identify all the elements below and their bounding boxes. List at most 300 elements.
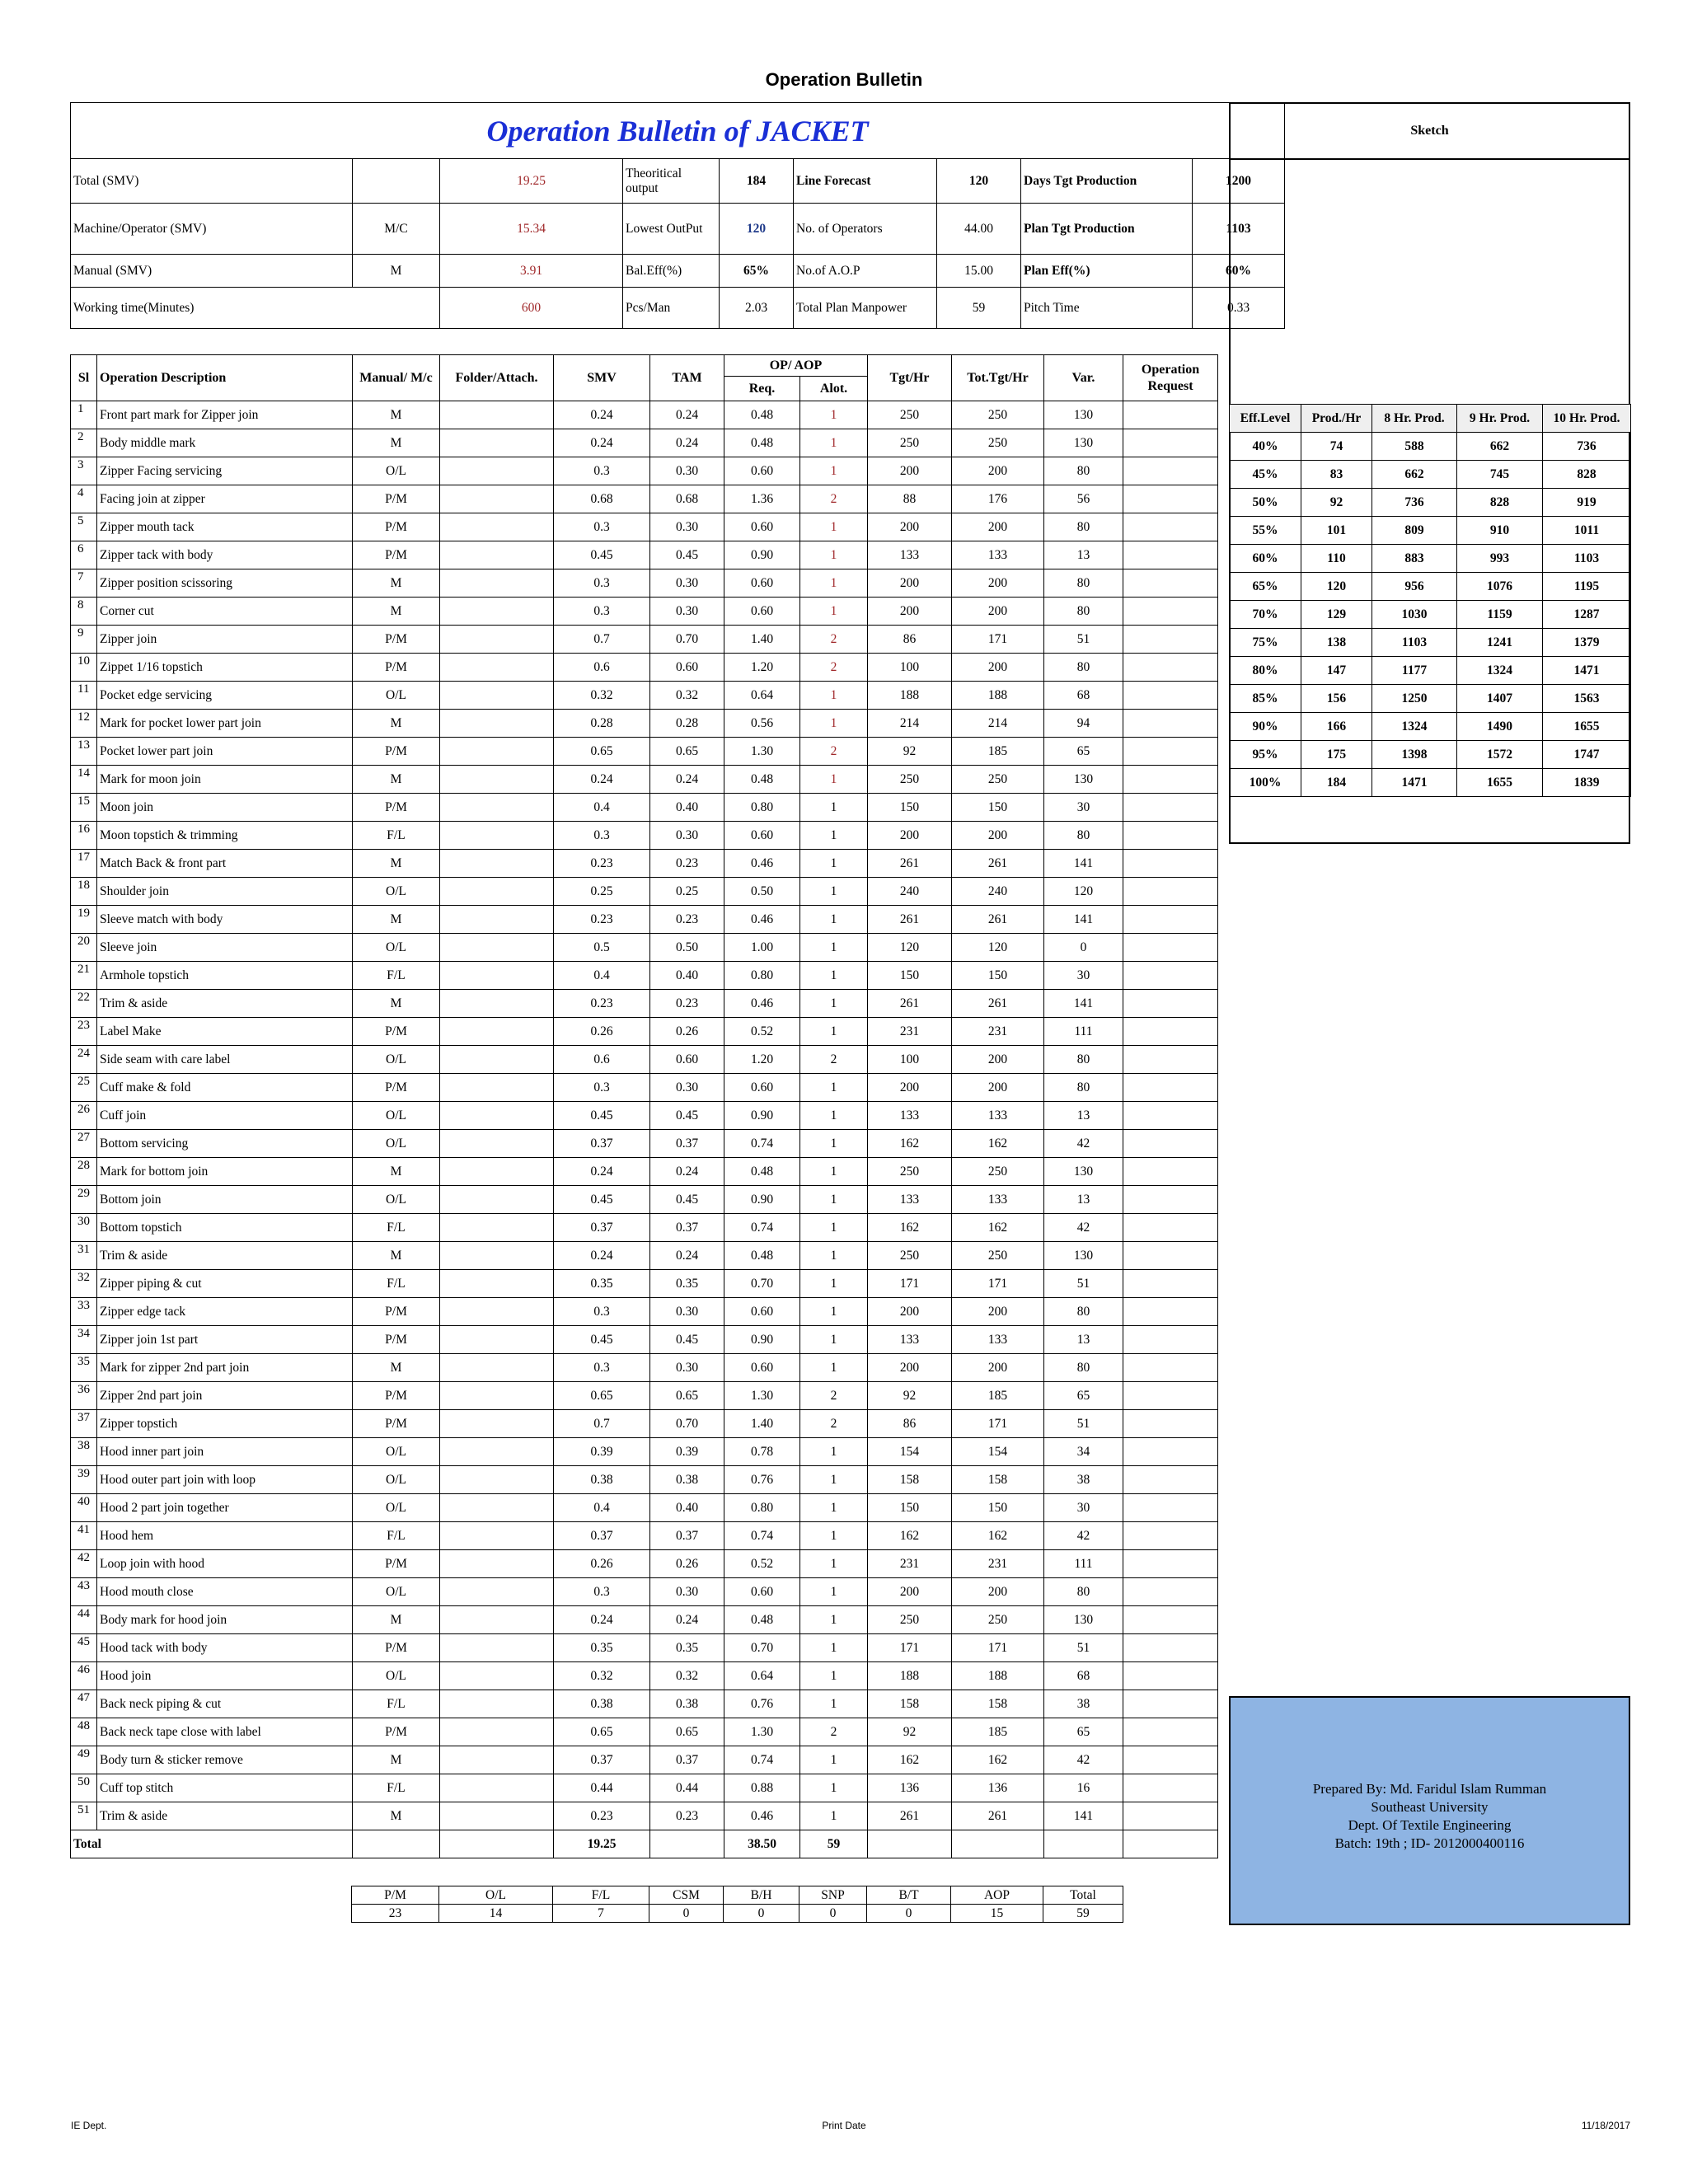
efficiency-cell: 1655 [1457, 769, 1543, 797]
cell-request [1123, 822, 1218, 850]
table-row [71, 1214, 1218, 1242]
cell-manual: P/M [353, 1074, 440, 1102]
cell-manual: F/L [353, 822, 440, 850]
cell-tgt: 150 [868, 962, 952, 990]
cell-folder [440, 626, 554, 654]
summary-value: 1103 [1193, 204, 1285, 255]
cell-req: 0.46 [724, 990, 800, 1018]
summary-label: Pitch Time [1021, 288, 1193, 329]
cell-tgt: 200 [868, 569, 952, 598]
cell-tgt: 200 [868, 1074, 952, 1102]
cell-manual: M [353, 710, 440, 738]
cell-folder [440, 1634, 554, 1662]
cell-request [1123, 1158, 1218, 1186]
cell-tgt: 250 [868, 1158, 952, 1186]
cell-var: 141 [1044, 1802, 1123, 1830]
cell-tam: 0.70 [650, 626, 724, 654]
cell-folder [440, 457, 554, 485]
cell-sl [71, 1186, 97, 1214]
summary-label: Total (SMV) [71, 159, 353, 204]
cell-tam: 0.37 [650, 1746, 724, 1774]
cell-request [1123, 934, 1218, 962]
cell-smv: 0.3 [554, 457, 650, 485]
cell-req: 0.70 [724, 1270, 800, 1298]
sl-number: 15 [77, 794, 90, 808]
cell-req: 1.40 [724, 1410, 800, 1438]
cell-smv: 0.37 [554, 1214, 650, 1242]
cell-smv: 0.24 [554, 1242, 650, 1270]
cell-var: 80 [1044, 457, 1123, 485]
cell-smv: 0.45 [554, 1326, 650, 1354]
table-row [71, 1410, 1218, 1438]
category-value: 0 [724, 1905, 799, 1923]
table-row [71, 1074, 1218, 1102]
summary-label: Manual (SMV) [71, 255, 353, 288]
cell-req: 0.64 [724, 1662, 800, 1690]
cell-alot: 1 [800, 429, 868, 457]
cell-var: 38 [1044, 1466, 1123, 1494]
cell-var: 56 [1044, 485, 1123, 513]
cell-request [1123, 654, 1218, 682]
cell-var: 80 [1044, 1074, 1123, 1102]
cell-smv: 0.35 [554, 1270, 650, 1298]
cell-folder [440, 850, 554, 878]
cell-manual: O/L [353, 1578, 440, 1606]
cell-tgt: 250 [868, 401, 952, 429]
cell-sl [71, 1634, 97, 1662]
cell-tam: 0.60 [650, 654, 724, 682]
cell-req: 0.48 [724, 401, 800, 429]
cell-request [1123, 1466, 1218, 1494]
cell-smv: 0.7 [554, 626, 650, 654]
efficiency-cell: 1241 [1457, 629, 1543, 657]
cell-request [1123, 1270, 1218, 1298]
summary-value: 1200 [1193, 159, 1285, 204]
cell-request [1123, 1802, 1218, 1830]
cell-tgt: 150 [868, 1494, 952, 1522]
cell-sl [71, 401, 97, 429]
category-value: 0 [867, 1905, 951, 1923]
cell-smv: 0.6 [554, 654, 650, 682]
sl-number: 23 [77, 1019, 90, 1032]
summary-value: 15.00 [937, 255, 1021, 288]
cell-smv: 0.3 [554, 513, 650, 541]
cell-manual: P/M [353, 1298, 440, 1326]
cell-smv: 0.38 [554, 1466, 650, 1494]
cell-manual: O/L [353, 1186, 440, 1214]
cell-var: 80 [1044, 1354, 1123, 1382]
cell-var: 38 [1044, 1690, 1123, 1718]
col-req: Req. [724, 377, 800, 401]
cell-request [1123, 1186, 1218, 1214]
efficiency-cell: 166 [1301, 713, 1372, 741]
cell-tam: 0.68 [650, 485, 724, 513]
cell-alot: 1 [800, 1522, 868, 1550]
cell-req: 1.30 [724, 1382, 800, 1410]
cell-tgt: 200 [868, 598, 952, 626]
cell-tgt: 86 [868, 1410, 952, 1438]
table-row [71, 1326, 1218, 1354]
table-row [71, 1382, 1218, 1410]
efficiency-cell: 60% [1230, 545, 1301, 573]
cell-sl [71, 850, 97, 878]
cell-alot: 1 [800, 962, 868, 990]
efficiency-cell: 1563 [1543, 685, 1631, 713]
cell-smv: 0.3 [554, 1298, 650, 1326]
cell-req: 0.90 [724, 1186, 800, 1214]
cell-req: 0.48 [724, 1158, 800, 1186]
sl-number: 35 [77, 1355, 90, 1368]
cell-description: Cuff join [97, 1102, 353, 1130]
cell-var: 130 [1044, 1606, 1123, 1634]
cell-smv: 0.32 [554, 682, 650, 710]
cell-manual: P/M [353, 738, 440, 766]
cell-description: Armhole topstich [97, 962, 353, 990]
cell-tot-tgt: 261 [952, 906, 1044, 934]
cell-req: 1.00 [724, 934, 800, 962]
cell-sl [71, 1074, 97, 1102]
cell-tot-tgt: 133 [952, 1186, 1044, 1214]
sl-number: 28 [77, 1159, 90, 1172]
cell-sl [71, 1550, 97, 1578]
cell-req: 0.74 [724, 1522, 800, 1550]
table-row [71, 1522, 1218, 1550]
cell-request [1123, 626, 1218, 654]
cell-manual: O/L [353, 457, 440, 485]
cell-var: 65 [1044, 1382, 1123, 1410]
cell-req: 0.48 [724, 1606, 800, 1634]
cell-alot: 1 [800, 1690, 868, 1718]
cell-tot-tgt: 200 [952, 598, 1044, 626]
cell-folder [440, 682, 554, 710]
cell-folder [440, 1690, 554, 1718]
cell-var: 30 [1044, 1494, 1123, 1522]
cell-manual: O/L [353, 682, 440, 710]
cell-tgt: 158 [868, 1466, 952, 1494]
sl-number: 6 [77, 542, 84, 555]
cell-req: 0.60 [724, 1578, 800, 1606]
table-row [71, 1494, 1218, 1522]
cell-smv: 0.5 [554, 934, 650, 962]
table-row [71, 766, 1218, 794]
cell-alot: 1 [800, 1158, 868, 1186]
cell-manual: P/M [353, 485, 440, 513]
cell-tam: 0.24 [650, 1158, 724, 1186]
cell-alot: 1 [800, 541, 868, 569]
efficiency-cell: 1747 [1543, 741, 1631, 769]
cell-request [1123, 541, 1218, 569]
efficiency-cell: 80% [1230, 657, 1301, 685]
cell-tot-tgt: 120 [952, 934, 1044, 962]
efficiency-header: 9 Hr. Prod. [1457, 405, 1543, 433]
category-header: SNP [799, 1886, 867, 1905]
summary-mc: M/C [353, 204, 440, 255]
efficiency-cell: 83 [1301, 461, 1372, 489]
cell-request [1123, 457, 1218, 485]
cell-tot-tgt: 171 [952, 1410, 1044, 1438]
cell-request [1123, 906, 1218, 934]
efficiency-cell: 175 [1301, 741, 1372, 769]
cell-request [1123, 738, 1218, 766]
category-row [352, 1886, 1123, 1905]
summary-label: Machine/Operator (SMV) [71, 204, 353, 255]
cell-manual: F/L [353, 1214, 440, 1242]
cell-alot: 1 [800, 513, 868, 541]
cell-request [1123, 1102, 1218, 1130]
cell-folder [440, 1074, 554, 1102]
cell-alot: 1 [800, 1466, 868, 1494]
cell-smv: 0.45 [554, 1102, 650, 1130]
cell-tam: 0.45 [650, 541, 724, 569]
cell-tot-tgt: 200 [952, 1074, 1044, 1102]
summary-value: 3.91 [440, 255, 623, 288]
cell-alot: 2 [800, 626, 868, 654]
sl-number: 48 [77, 1719, 90, 1732]
cell-folder [440, 1802, 554, 1830]
cell-tgt: 162 [868, 1746, 952, 1774]
table-row [71, 513, 1218, 541]
cell-tot-tgt: 200 [952, 1046, 1044, 1074]
cell-alot: 1 [800, 1298, 868, 1326]
cell-request [1123, 710, 1218, 738]
cell-folder [440, 1466, 554, 1494]
cell-folder [440, 1298, 554, 1326]
cell-sl [71, 1690, 97, 1718]
cell-tam: 0.35 [650, 1634, 724, 1662]
sl-number: 8 [77, 598, 84, 612]
cell-tam: 0.28 [650, 710, 724, 738]
cell-var: 30 [1044, 794, 1123, 822]
cell-description: Pocket edge servicing [97, 682, 353, 710]
cell-tgt: 162 [868, 1130, 952, 1158]
cell-tgt: 200 [868, 1578, 952, 1606]
cell-sl [71, 1774, 97, 1802]
table-row [71, 1270, 1218, 1298]
cell-req: 0.48 [724, 766, 800, 794]
cell-alot: 1 [800, 1662, 868, 1690]
cell-var: 68 [1044, 1662, 1123, 1690]
efficiency-row [1230, 489, 1631, 517]
cell-tot-tgt: 185 [952, 1718, 1044, 1746]
cell-description: Side seam with care label [97, 1046, 353, 1074]
cell-alot: 1 [800, 1494, 868, 1522]
total-blank [868, 1830, 952, 1858]
cell-sl [71, 1158, 97, 1186]
category-header: AOP [951, 1886, 1043, 1905]
cell-req: 0.80 [724, 962, 800, 990]
efficiency-cell: 65% [1230, 573, 1301, 601]
cell-tam: 0.30 [650, 598, 724, 626]
cell-request [1123, 1550, 1218, 1578]
cell-sl [71, 1410, 97, 1438]
cell-tam: 0.38 [650, 1466, 724, 1494]
cell-var: 51 [1044, 1410, 1123, 1438]
cell-tam: 0.65 [650, 1718, 724, 1746]
cell-request [1123, 766, 1218, 794]
cell-smv: 0.7 [554, 1410, 650, 1438]
sl-number: 3 [77, 458, 84, 471]
cell-smv: 0.32 [554, 1662, 650, 1690]
cell-tam: 0.30 [650, 1354, 724, 1382]
cell-var: 130 [1044, 1158, 1123, 1186]
cell-tot-tgt: 150 [952, 962, 1044, 990]
col-manual: Manual/ M/c [353, 355, 440, 401]
cell-description: Cuff make & fold [97, 1074, 353, 1102]
efficiency-cell: 95% [1230, 741, 1301, 769]
cell-manual: P/M [353, 1550, 440, 1578]
sl-number: 32 [77, 1271, 90, 1284]
cell-description: Hood outer part join with loop [97, 1466, 353, 1494]
cell-tam: 0.24 [650, 429, 724, 457]
cell-req: 0.74 [724, 1214, 800, 1242]
cell-manual: P/M [353, 1718, 440, 1746]
cell-folder [440, 541, 554, 569]
cell-manual: M [353, 429, 440, 457]
summary-table [70, 102, 1285, 329]
sl-number: 18 [77, 879, 90, 892]
cell-manual: M [353, 1158, 440, 1186]
efficiency-cell: 883 [1372, 545, 1457, 573]
cell-manual: M [353, 1354, 440, 1382]
cell-tgt: 162 [868, 1522, 952, 1550]
table-row [71, 1354, 1218, 1382]
cell-var: 94 [1044, 710, 1123, 738]
cell-req: 0.78 [724, 1438, 800, 1466]
cell-tot-tgt: 133 [952, 1326, 1044, 1354]
cell-folder [440, 1410, 554, 1438]
cell-var: 51 [1044, 1270, 1123, 1298]
cell-smv: 0.23 [554, 1802, 650, 1830]
sl-number: 46 [77, 1663, 90, 1676]
cell-smv: 0.3 [554, 1074, 650, 1102]
efficiency-cell: 1103 [1372, 629, 1457, 657]
summary-label: Lowest OutPut [623, 204, 720, 255]
cell-description: Zipper 2nd part join [97, 1382, 353, 1410]
cell-request [1123, 1578, 1218, 1606]
cell-request [1123, 1046, 1218, 1074]
cell-tam: 0.37 [650, 1522, 724, 1550]
cell-alot: 1 [800, 1802, 868, 1830]
table-row [71, 738, 1218, 766]
cell-description: Hood join [97, 1662, 353, 1690]
cell-folder [440, 962, 554, 990]
cell-tot-tgt: 250 [952, 1158, 1044, 1186]
cell-alot: 1 [800, 1578, 868, 1606]
cell-tgt: 120 [868, 934, 952, 962]
efficiency-cell: 138 [1301, 629, 1372, 657]
efficiency-cell: 919 [1543, 489, 1631, 517]
sl-number: 2 [77, 430, 84, 443]
cell-req: 1.20 [724, 654, 800, 682]
table-row [71, 1578, 1218, 1606]
cell-request [1123, 878, 1218, 906]
cell-tam: 0.70 [650, 1410, 724, 1438]
cell-req: 0.80 [724, 794, 800, 822]
cell-sl [71, 878, 97, 906]
cell-alot: 1 [800, 934, 868, 962]
table-row [71, 906, 1218, 934]
cell-var: 42 [1044, 1214, 1123, 1242]
cell-description: Hood hem [97, 1522, 353, 1550]
total-blank [1044, 1830, 1123, 1858]
cell-sl [71, 794, 97, 822]
efficiency-cell: 55% [1230, 517, 1301, 545]
sl-number: 39 [77, 1467, 90, 1480]
cell-folder [440, 1522, 554, 1550]
cell-tgt: 200 [868, 513, 952, 541]
cell-description: Body middle mark [97, 429, 353, 457]
table-row [71, 1130, 1218, 1158]
table-row [71, 1634, 1218, 1662]
total-blank [440, 1830, 554, 1858]
cell-tot-tgt: 250 [952, 1242, 1044, 1270]
cell-manual: F/L [353, 962, 440, 990]
table-row [71, 1718, 1218, 1746]
sl-number: 30 [77, 1215, 90, 1228]
cell-folder [440, 1354, 554, 1382]
efficiency-cell: 70% [1230, 601, 1301, 629]
cell-tgt: 171 [868, 1634, 952, 1662]
cell-alot: 1 [800, 766, 868, 794]
cell-request [1123, 513, 1218, 541]
cell-sl [71, 541, 97, 569]
cell-req: 0.60 [724, 513, 800, 541]
cell-manual: O/L [353, 1438, 440, 1466]
cell-tam: 0.65 [650, 1382, 724, 1410]
summary-value: 120 [720, 204, 794, 255]
cell-sl [71, 429, 97, 457]
col-tot-tgt: Tot.Tgt/Hr [952, 355, 1044, 401]
cell-req: 0.90 [724, 541, 800, 569]
category-header: CSM [649, 1886, 724, 1905]
cell-request [1123, 990, 1218, 1018]
category-value: 59 [1043, 1905, 1123, 1923]
cell-folder [440, 1102, 554, 1130]
cell-var: 51 [1044, 626, 1123, 654]
cell-req: 0.46 [724, 850, 800, 878]
efficiency-cell: 956 [1372, 573, 1457, 601]
cell-folder [440, 1130, 554, 1158]
cell-alot: 1 [800, 822, 868, 850]
cell-var: 141 [1044, 906, 1123, 934]
cell-request [1123, 598, 1218, 626]
cell-manual: O/L [353, 1494, 440, 1522]
cell-tot-tgt: 250 [952, 1606, 1044, 1634]
cell-sl [71, 1522, 97, 1550]
cell-tam: 0.24 [650, 401, 724, 429]
cell-tot-tgt: 240 [952, 878, 1044, 906]
cell-folder [440, 1494, 554, 1522]
cell-manual: P/M [353, 513, 440, 541]
cell-sl [71, 1746, 97, 1774]
efficiency-cell: 1471 [1543, 657, 1631, 685]
cell-request [1123, 1662, 1218, 1690]
cell-var: 42 [1044, 1746, 1123, 1774]
cell-sl [71, 485, 97, 513]
cell-description: Mark for zipper 2nd part join [97, 1354, 353, 1382]
cell-sl [71, 1214, 97, 1242]
cell-tot-tgt: 200 [952, 457, 1044, 485]
summary-value: 15.34 [440, 204, 623, 255]
cell-description: Mark for pocket lower part join [97, 710, 353, 738]
table-row [71, 1158, 1218, 1186]
cell-smv: 0.4 [554, 1494, 650, 1522]
cell-tot-tgt: 150 [952, 1494, 1044, 1522]
cell-smv: 0.3 [554, 569, 650, 598]
sketch-label: Sketch [1231, 104, 1629, 160]
cell-manual: O/L [353, 934, 440, 962]
efficiency-cell: 588 [1372, 433, 1457, 461]
